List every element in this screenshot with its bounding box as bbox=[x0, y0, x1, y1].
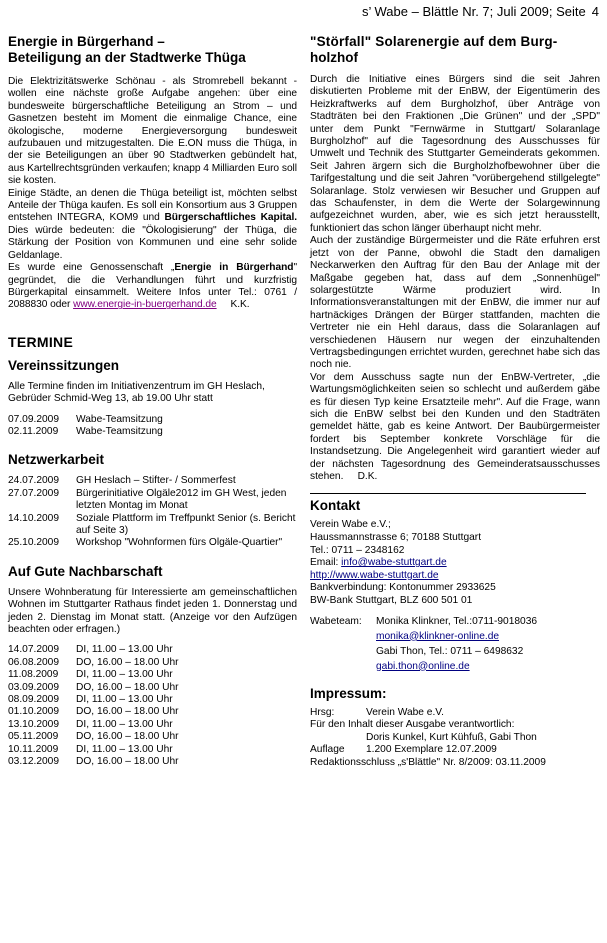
impressum-verantwortlich: Für den Inhalt dieser Ausgabe verantwortlich: bbox=[310, 719, 515, 731]
header-title: s’ Wabe – Blättle Nr. 7; Juli 2009; Seite bbox=[362, 4, 586, 19]
article-energie-sign: K.K. bbox=[230, 299, 250, 311]
article-energie-p3: Es wurde eine Genossenschaft „Energie in Bürgerhand" gegründet, die die Verhandlungen führt und kurzfristig Bürgerkapital einsammelt. Weitere Infos unter Tel.: 0761 / 2088830 oder www.energie-in-buergerhand.de K.K. bbox=[8, 262, 298, 311]
list-item: 02.11.2009 Wabe-Teamsitzung bbox=[8, 425, 163, 437]
title-line-2: Beteiligung an der Stadtwerke Thüga bbox=[8, 50, 246, 65]
team-member-1: Monika Klinkner, Tel.:0711-9018036 bbox=[376, 615, 538, 627]
netzwerkarbeit-list bbox=[8, 475, 297, 549]
vereinssitzungen-list bbox=[8, 414, 297, 439]
bank-line-1: Bankverbindung: Kontonummer 2933625 bbox=[310, 582, 496, 594]
nachbarschaft-list bbox=[8, 644, 297, 768]
divider bbox=[310, 493, 586, 494]
article-solar-p1: Durch die Initiative eines Bürgers sind die seit Jahren diskutierten Probleme mit der EnBW, der Eigentümerin des Heizkraftwerks auf dem Burgholzhof, über Anträge von Stadträten bei den Fraktionen „Die Grünen" und der „SPD" unter dem Punkt "Fernwärme in Stuttgart/ Solaranlage Burgholzhof" auf die Tagesordnung des Ausschusses für Umwelt und Technik des Stuttgarter Gemeinderats gekommen. Seit Jahren ärgern sich die Burgholzhofbewohner über die Tarifgestaltung und die seit Jahren "vorübergehend stillgelegte" Solaranlage. Stolz verwiesen wir Besucher und Gruppen auf das Schaufenster, in dem die Werte der Solargewinnung aufgezeichnet wurden, aber, wie es sich jetzt herausstellt, funktioniert das schon länger überhaupt nicht mehr. bbox=[310, 74, 600, 234]
list-item: 08.09.2009 DI, 11.00 – 13.00 Uhr bbox=[8, 694, 173, 706]
title-line-2: holzhof bbox=[310, 50, 358, 65]
wabeteam-label: Wabeteam: bbox=[310, 615, 362, 627]
list-item: 14.07.2009 DI, 11.00 – 13.00 Uhr bbox=[8, 644, 173, 656]
list-item: 05.11.2009 DO, 16.00 – 18.00 Uhr bbox=[8, 731, 179, 743]
vereinssitzungen-heading: Vereinssitzungen bbox=[8, 357, 120, 373]
impressum-redaktionsschluss: Redaktionsschluss „s'Blättle" Nr. 8/2009: 03.11.2009 bbox=[310, 756, 546, 768]
list-item: 25.10.2009 Workshop "Wohnformen fürs Olgäle-Quartier" bbox=[8, 537, 283, 549]
article-energie bbox=[8, 34, 297, 312]
kontakt-address: Haussmannstrasse 6; 70188 Stuttgart bbox=[310, 532, 482, 543]
kontakt-name: Verein Wabe e.V.; bbox=[310, 519, 391, 531]
list-item: 03.12.2009 DO, 16.00 – 18.00 Uhr bbox=[8, 756, 179, 768]
list-item: 13.10.2009 DI, 11.00 – 13.00 Uhr bbox=[8, 718, 173, 730]
list-item: 03.09.2009 DO, 16.00 – 18.00 Uhr bbox=[8, 681, 179, 693]
energie-link[interactable]: www.energie-in-buergerhand.de bbox=[73, 299, 217, 311]
left-column bbox=[8, 34, 297, 768]
impressum-block bbox=[310, 707, 600, 770]
kontakt-heading: Kontakt bbox=[310, 498, 361, 514]
article-solar-p2: Auch der zuständige Bürgermeister und die Räte erfuhren erst jetzt von der Panne, obwohl die Stadt den damaligen Neckarwerken den Auftrag für den Bau der Anlage mit der Maßgabe gegeben hat, dass auf dem „Sonnenhügel" solargestützte Wärme produziert wird. In Informationsveranstaltungen mit der EnBW, die immer nur auf hartnäckiges Drängen der Bürger stattfanden, machten die Vertreter nie ein Hehl daraus, dass die Solaranlagen auf verschiedenen Häusern nur wegen der einzuhaltenden Vertragsbedingungen errichtet wurden, gerechnet habe sich das noch nie. bbox=[310, 235, 600, 371]
article-energie-p2: Einige Städte, an denen die Thüga beteiligt ist, möchten selbst Anteile der Thüga kaufen. Es soll ein Konsortium aus 3 Gruppen entstehen INTEGRA, KOM9 und Bürgerschaftliches Kapital. Dies würde bedeuten: die "Ökologisierung" der Thüga, die Stärkung der Position von Kommunen und eine sehr solide Geldanlage. bbox=[8, 187, 298, 261]
list-item: 01.10.2009 DO, 16.00 – 18.00 Uhr bbox=[8, 706, 179, 718]
wabeteam bbox=[310, 614, 600, 674]
title-line-1: Energie in Bürgerhand – bbox=[8, 34, 165, 49]
impressum-heading: Impressum: bbox=[310, 685, 387, 701]
bank-line-2: BW-Bank Stuttgart, BLZ 600 501 01 bbox=[310, 594, 473, 606]
article-solar-sign: D.K. bbox=[357, 471, 378, 482]
nachbarschaft-heading: Auf Gute Nachbarschaft bbox=[8, 563, 163, 579]
right-column bbox=[310, 34, 600, 770]
kontakt-email-row: Email: info@wabe-stuttgart.de bbox=[310, 557, 447, 569]
list-item: 06.08.2009 DO, 16.00 – 18.00 Uhr bbox=[8, 656, 179, 668]
nachbarschaft-intro: Unsere Wohnberatung für Interessierte am gemeinschaftlichen Wohnen im Stuttgarter Rathaus findet jeden 1. Donnerstag und jeden 2. Dienstag im Monat statt. (Anzeige vor den Aufzügen beachten oder erfragen.) bbox=[8, 586, 297, 635]
email-link[interactable]: info@wabe-stuttgart.de bbox=[341, 557, 447, 569]
article-energie-p1: Die Elektrizitätswerke Schönau - als Stromrebell bekannt - wollen eine nächste große Aufgabe angehen: über eine bundesweite bürgerschaftliche Beteiligung an Strom – und Gasnetzen besteht im Moment die einmalige Chance, eine ökologische, moderne Energieversorgung bundesweit aufzubauen und mitzugestalten. Die E.ON muss die Thüga, in der sie Beteiligungen an über 90 Stadtwerken gebündelt hat, aus Kartellrechtsgründen verkaufen; knapp 4 Milliarden Euro soll sie kosten. bbox=[8, 76, 297, 187]
title-line-1: "Störfall" Solarenergie auf dem Burg- bbox=[310, 34, 558, 49]
article-solar-title bbox=[310, 34, 600, 66]
article-solar bbox=[310, 34, 600, 483]
list-item: 10.11.2009 DI, 11.00 – 13.00 Uhr bbox=[8, 743, 173, 755]
list-item: 14.10.2009 Soziale Plattform im Treffpunkt Senior (s. Bericht auf Seite 3) bbox=[8, 512, 296, 536]
kontakt-block bbox=[310, 519, 600, 673]
list-item: 27.07.2009 Bürgerinitiative Olgäle2012 im GH West, jeden letzten Montag im Monat bbox=[8, 487, 287, 512]
netzwerkarbeit-heading: Netzwerkarbeit bbox=[8, 452, 105, 468]
vereinssitzungen-intro: Alle Termine finden im Initiativenzentrum im GH Heslach, Gebrüder Schmid-Weg 13, ab 19.00 Uhr statt bbox=[8, 380, 265, 405]
article-solar-p3: Vor dem Ausschuss sagte nun der EnBW-Vertreter, „die Wartungsmöglichkeiten seien so schlecht und außerdem gäbe es für diesen Typ keine Ersatzteile mehr". Auf die Frage, wann sich die EnBW selbst bei den Kunden und den Stadträten gemeldet hätte, gab es keine Antwort. Der Baubürgermeister fordert bis September konkrete Vorschläge für die Instandsetzung. Die Angelegenheit wird garantiert wieder auf der nächsten Tagesordnung des Gemeinderatsausschusses stehen. D.K. bbox=[310, 371, 600, 482]
impressum-auflage: Auflage 1.200 Exemplare 12.07.2009 bbox=[310, 744, 497, 756]
impressum-names: Doris Kunkel, Kurt Kühfuß, Gabi Thon bbox=[366, 731, 537, 743]
team-member-1-email-link[interactable]: monika@klinkner-online.de bbox=[376, 630, 500, 642]
impressum-hrsg: Hrsg: Verein Wabe e.V. bbox=[310, 706, 444, 718]
kontakt-tel: Tel.: 0711 – 2348162 bbox=[310, 544, 405, 556]
list-item: 24.07.2009 GH Heslach – Stifter- / Sommerfest bbox=[8, 475, 236, 487]
list-item: 07.09.2009 Wabe-Teamsitzung bbox=[8, 413, 163, 425]
list-item: 11.08.2009 DI, 11.00 – 13.00 Uhr bbox=[8, 669, 173, 681]
website-link[interactable]: http://www.wabe-stuttgart.de bbox=[310, 569, 439, 581]
page-number: 4 bbox=[591, 4, 599, 19]
team-member-2-email-link[interactable]: gabi.thon@online.de bbox=[376, 660, 470, 672]
termine-heading: TERMINE bbox=[8, 333, 74, 350]
page-header bbox=[362, 4, 599, 19]
team-member-2: Gabi Thon, Tel.: 0711 – 6498632 bbox=[376, 645, 524, 657]
article-energie-title bbox=[8, 34, 297, 66]
